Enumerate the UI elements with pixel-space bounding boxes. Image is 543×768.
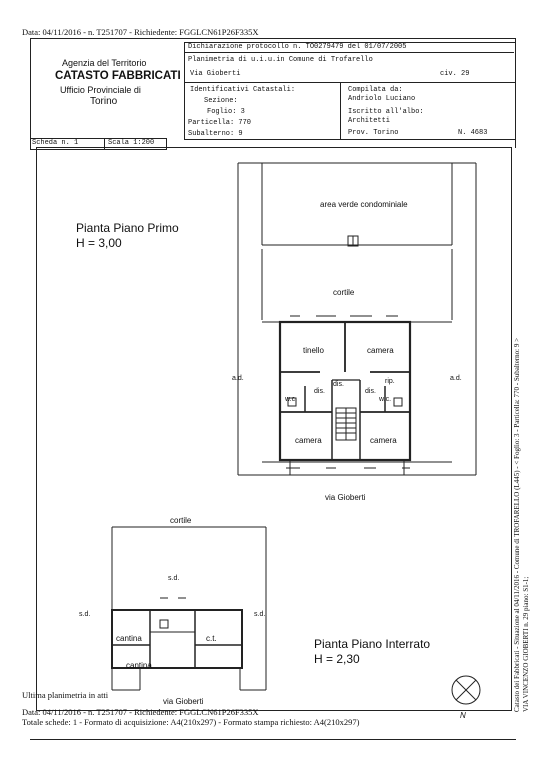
- basement-height: H = 2,30: [314, 652, 360, 666]
- prov: Prov. Torino: [348, 129, 399, 137]
- north-label: N: [460, 711, 466, 720]
- first-floor-height: H = 3,00: [76, 236, 122, 250]
- basement-cortile-label: cortile: [170, 516, 192, 525]
- iscritto-label: Iscritto all'albo:: [348, 108, 424, 116]
- scheda-text: Scheda n. 1: [32, 139, 79, 147]
- cantina-label-2: cantina: [126, 661, 152, 670]
- side-text-line2: VIA VINCENZO GIOBERTI n. 29 piano: S1-1;: [522, 576, 530, 712]
- basement-title: Pianta Piano Interrato: [314, 637, 431, 651]
- id-particella: Particella: 770: [188, 119, 252, 127]
- id-foglio: Foglio: 3: [207, 108, 245, 116]
- declaration-text: Dichiarazione protocollo n. TO0279479 del 01/07/2005: [188, 43, 407, 51]
- area-verde-label: area verde condominiale: [320, 200, 408, 209]
- street-label-basement: via Gioberti: [163, 697, 204, 706]
- address-text: Via Gioberti: [190, 70, 241, 78]
- footer-data: Data: 04/11/2016 - n. T251707 - Richiedente: FGGLCN61P26F335X: [22, 707, 259, 717]
- agency-line4: Torino: [90, 96, 118, 107]
- dis-label-2: dis.: [314, 388, 325, 395]
- albo: Architetti: [348, 117, 391, 125]
- agency-line3: Ufficio Provinciale di: [60, 85, 141, 95]
- camera-label-1: camera: [367, 346, 394, 355]
- agency-line1: Agenzia del Territorio: [62, 58, 147, 68]
- dis-label-3: dis.: [365, 388, 376, 395]
- rip-label: rip.: [385, 378, 395, 385]
- footer-totale: Totale schede: 1 - Formato di acquisizione: A4(210x297) - Formato stampa richiesto: A4(210x297): [22, 717, 360, 727]
- dis-label-1: dis.: [333, 381, 344, 388]
- id-sezione: Sezione:: [204, 97, 238, 105]
- tinello-label: tinello: [303, 346, 324, 355]
- basement-sd-top: s.d.: [168, 575, 180, 582]
- cortile-label: cortile: [333, 288, 355, 297]
- compilatore: Andriolo Luciano: [348, 95, 416, 103]
- wc-label-2: w.c.: [379, 396, 392, 403]
- first-floor-title: Pianta Piano Primo: [76, 221, 179, 235]
- bottom-rule: [30, 739, 516, 740]
- wc-label-1: w.c.: [285, 396, 298, 403]
- street-label-first: via Gioberti: [325, 493, 366, 502]
- ad-right-label: a.d.: [450, 375, 462, 382]
- agency-line2: CATASTO FABBRICATI: [55, 70, 181, 82]
- camera-label-2: camera: [295, 436, 322, 445]
- header-top-line: Data: 04/11/2016 - n. T251707 - Richiedente: FGGLCN61P26F335X: [22, 27, 259, 37]
- scala-text: Scala 1:200: [108, 139, 155, 147]
- civ-text: civ. 29: [440, 70, 470, 78]
- camera-label-3: camera: [370, 436, 397, 445]
- id-subalterno: Subalterno: 9: [188, 130, 243, 138]
- cantina-label-1: cantina: [116, 634, 142, 643]
- planimetria-text: Planimetria di u.i.u.in Comune di Trofarello: [188, 56, 373, 64]
- basement-sd-left: s.d.: [79, 611, 91, 618]
- compilata-label: Compilata da:: [348, 86, 403, 94]
- ad-left-label: a.d.: [232, 375, 244, 382]
- footer-ultima: Ultima planimetria in atti: [22, 690, 109, 700]
- id-title: Identificativi Catastali:: [190, 86, 296, 94]
- side-text-line1: Catasto dei Fabbricati - Situazione al 04/11/2016 - Comune di TROFARELLO (L445) - < Foglio: 3 - Particella: 770 - Subalterno: 9 >: [513, 337, 521, 712]
- numero: N. 4683: [458, 129, 488, 137]
- ct-label: c.t.: [206, 634, 217, 643]
- basement-sd-right: s.d.: [254, 611, 266, 618]
